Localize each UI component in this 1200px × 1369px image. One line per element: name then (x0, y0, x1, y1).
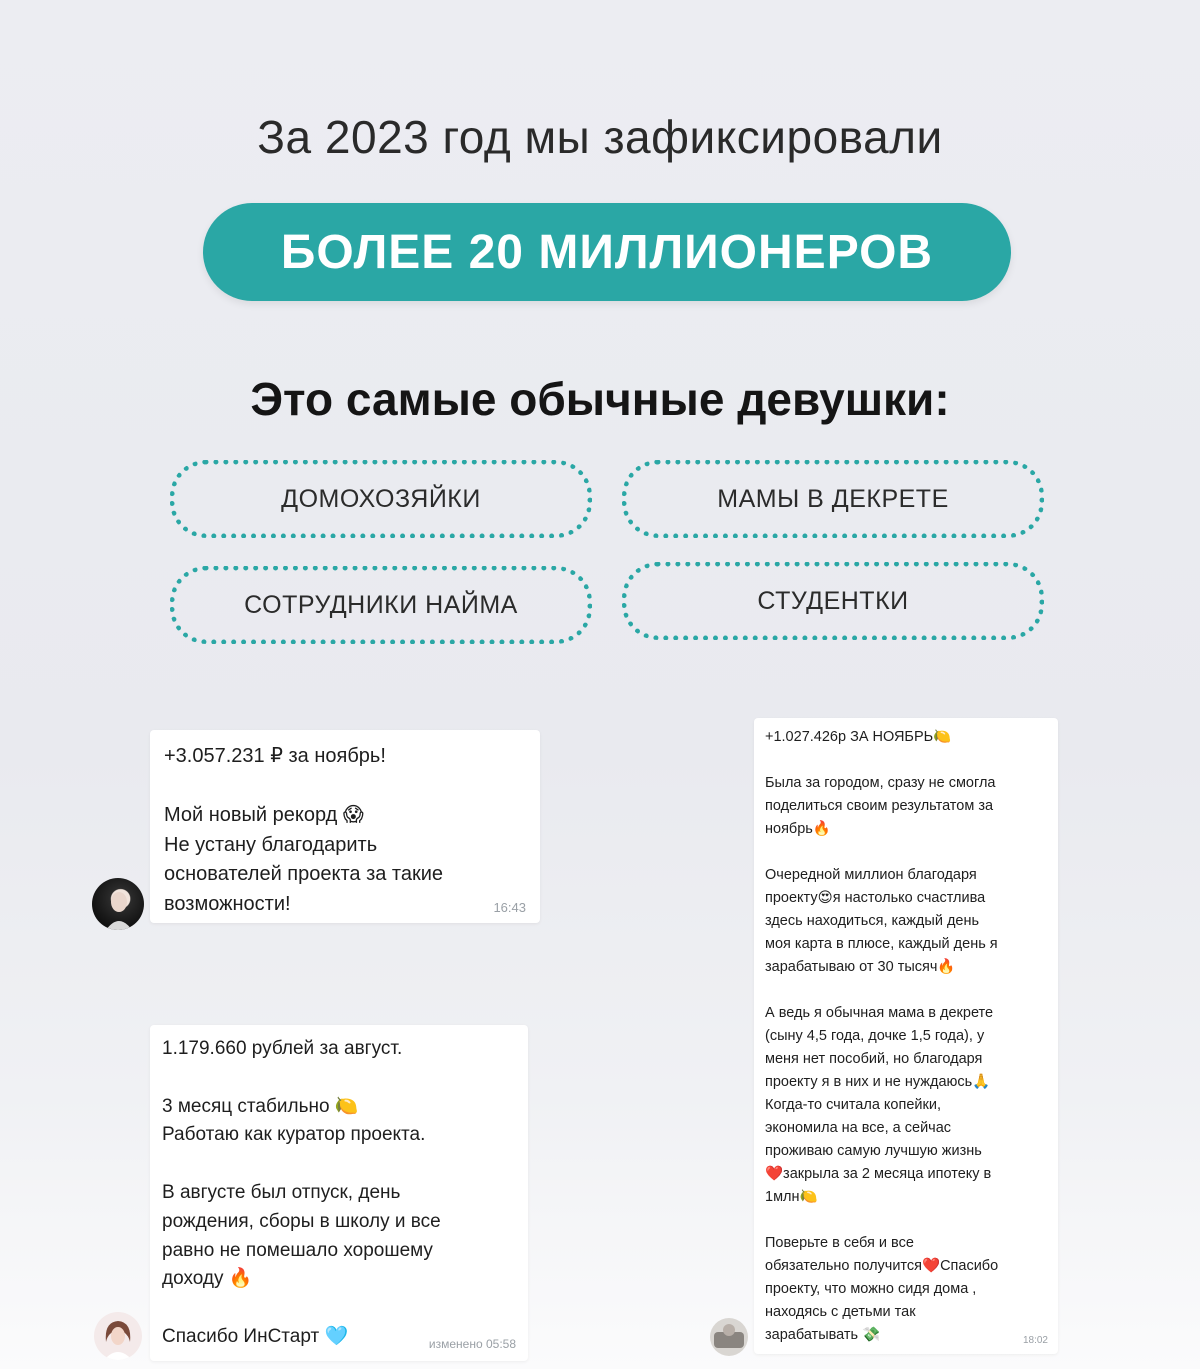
avatar (92, 878, 144, 930)
message-text: 1.179.660 рублей за август. 3 месяц стабильно 🍋 Работаю как куратор проекта. В августе был отпуск, день рождения, сборы в школу и все равно не помешало хорошему доходу 🔥 Спасибо ИнСтарт 🩵 (162, 1038, 441, 1347)
message-time: изменено 05:58 (428, 1337, 516, 1351)
subheadline: Это самые обычные девушки: (250, 373, 950, 425)
message-bubble (150, 1025, 528, 1361)
highlight-text: БОЛЕЕ 20 МИЛЛИОНЕРОВ (280, 225, 934, 279)
tag-employees: СОТРУДНИКИ НАЙМА (170, 566, 592, 644)
message-bubble (150, 730, 540, 923)
avatar (94, 1312, 142, 1360)
highlight-banner (203, 203, 1011, 301)
tag-maternity-moms: МАМЫ В ДЕКРЕТЕ (622, 460, 1044, 538)
message-time: 16:43 (493, 900, 526, 915)
headline: За 2023 год мы зафиксировали (257, 111, 943, 163)
avatar (710, 1318, 748, 1356)
message-text: +3.057.231 ₽ за ноябрь! Мой новый рекорд 😱 Не устану благодарить основателей проекта за такие возможности! (164, 745, 444, 915)
message-time: 18:02 (1022, 1335, 1048, 1346)
tag-students: СТУДЕНТКИ (622, 562, 1044, 640)
tag-housewives: ДОМОХОЗЯЙКИ (170, 460, 592, 538)
message-bubble (754, 718, 1058, 1354)
message-text: +1.027.426р ЗА НОЯБРЬ🍋 Была за городом, сразу не смогла поделиться своим результатом за ноябрь🔥 Очередной миллион благодаря проекту😍я настолько счастлива здесь находиться, каждый день моя карта в плюсе, каждый день я зарабатываю от 30 тысяч🔥 А ведь я обычная мама в декрете (сыну 4,5 года, дочке 1,5 года), у меня нет пособий, но благодаря проекту я в них и не нуждаюсь🙏 Когда-то считала копейки, экономила на все, а сейчас проживаю самую лучшую жизнь ❤️закрыла за 2 месяца ипотеку в 1млн🍋 Поверьте в себя и все обязательно получится❤️Спасибо проекту, что можно сидя дома , находясь с детьми так зарабатывать 💸 (765, 729, 999, 1343)
